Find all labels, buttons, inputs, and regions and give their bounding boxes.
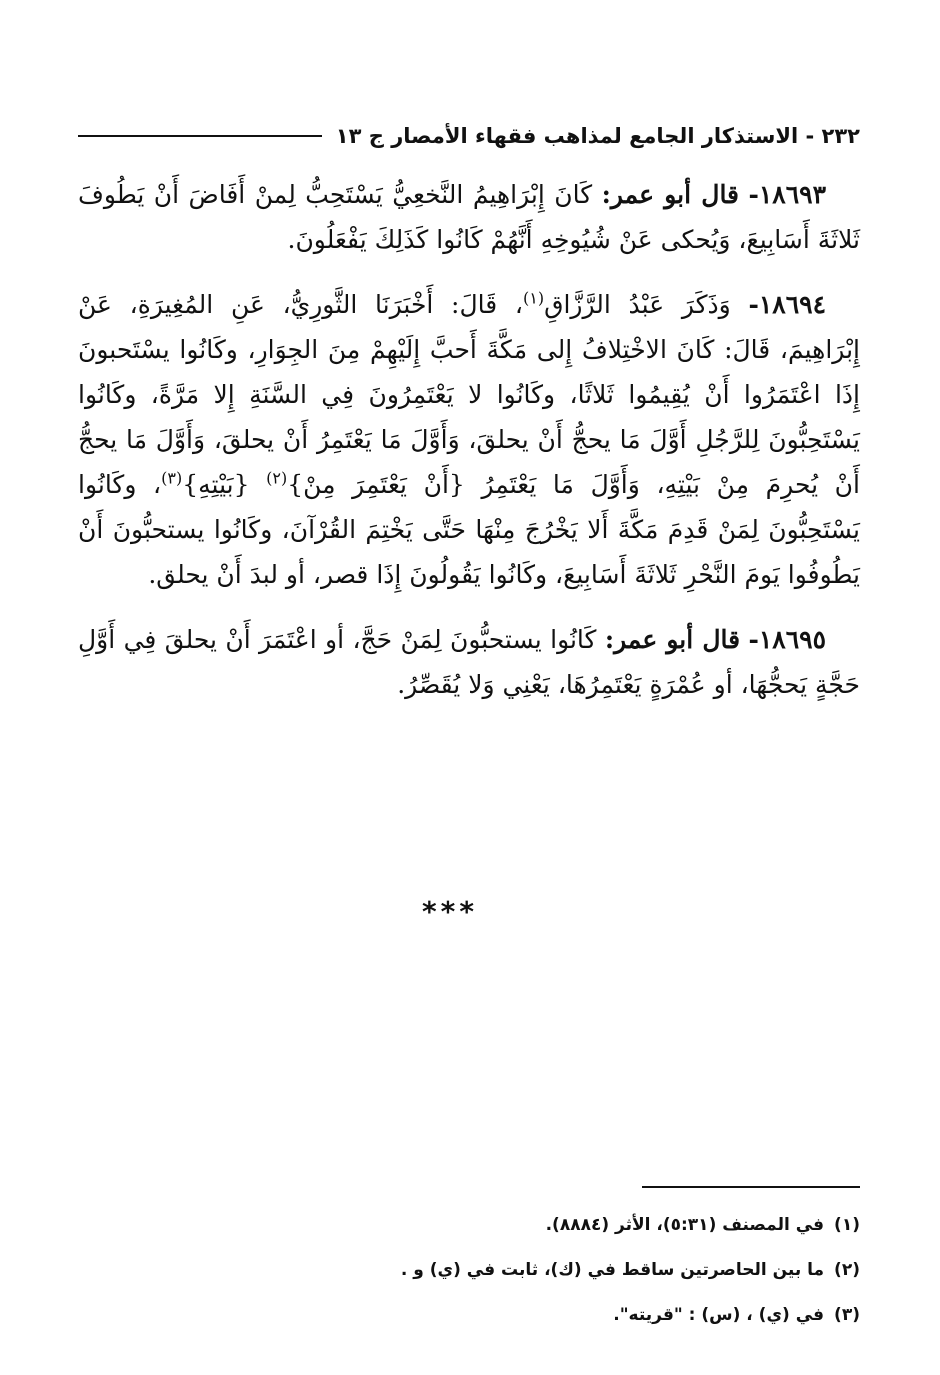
footnote-rule [642,1186,860,1188]
footnote-2 [78,1248,860,1293]
footnote-ref-3[interactable]: (٣) [161,468,183,488]
paragraph-18695 [78,617,860,707]
running-header [78,118,860,154]
paragraph-text: {بَيْتِهِ} [182,470,267,499]
header-rule [78,135,322,137]
paragraph-speaker: قال أبو عمر: [601,180,740,209]
paragraph-text: ، وكَانُوا يَسْتَحِبُّونَ لِمَنْ قَدِمَ مَكَّةَ أَلا يَخْرُجَ مِنْهَا حَتَّى يَخْتِمَ القُرْآنَ، وكَانُوا يستحبُّونَ أَنْ يَطُوفُوا يَومَ النَّحْرِ ثَلاثَةَ أَسَابِيعَ، وكَانُوا يَقُولُونَ إِذَا قصر، أو لبدَ أَنْ يحلق. [78,470,860,589]
footnote-number: (١) [834,1215,860,1235]
paragraph-speaker: قال أبو عمر: [604,625,741,654]
footnote-number: (٢) [834,1260,860,1280]
footnote-1 [78,1203,860,1248]
paragraph-18694 [78,282,860,597]
footnote-number: (٣) [834,1305,860,1325]
header-text: ٢٣٢ - الاستذكار الجامع لمذاهب فقهاء الأمصار ج ١٣ [335,124,860,148]
footnote-ref-1[interactable]: (١) [522,288,545,308]
footnotes [78,1203,860,1338]
paragraph-text: وَذَكَرَ عَبْدُ الرَّزَّاقِ [544,290,731,319]
paragraph-number: ١٨٦٩٣- [748,180,827,209]
paragraph-text: كَانَ إِبْرَاهِيمُ النَّخعِيُّ يَسْتَحِبُّ لِمنْ أَفَاضَ أَنْ يَطُوفَ ثَلاثَةَ أَسَابِيعَ، وَيُحكى عَنْ شُيُوخِهِ أَنَّهُمْ كَانُوا كَذَلِكَ يَفْعَلُونَ. [78,180,860,254]
footnote-text: في المصنف (٥:٣١)، الأثر (٨٨٨٤). [545,1215,825,1235]
paragraph-text: كَانُوا يستحبُّونَ لِمَنْ حَجَّ، أو اعْتَمَرَ أَنْ يحلقَ فِي أَوَّلِ حَجَّةٍ يَحجُّهَا، أو عُمْرَةٍ يَعْتَمِرُهَا، يَعْنِي وَلا يُقَصِّرُ. [78,625,860,699]
paragraph-18693 [78,172,860,262]
main-text [78,172,860,727]
paragraph-number: ١٨٦٩٥- [748,625,826,654]
footnote-text: في (ي) ، (س) : "قريته". [613,1305,825,1325]
paragraph-number: ١٨٦٩٤- [748,290,826,319]
footnote-3 [78,1293,860,1338]
section-separator: *** [422,895,478,928]
footnote-ref-2[interactable]: (٢) [266,468,288,488]
footnote-text: ما بين الحاصرتين ساقط في (ك)، ثابت في (ي) و . [400,1260,825,1280]
paragraph-text: ، قَالَ: أَخْبَرَنَا الثَّورِيُّ، عَنِ المُغِيرَةِ، عَنْ إِبْرَاهِيمَ، قَالَ: كَانَ الاخْتِلافُ إِلى مَكَّةَ أَحبَّ إِلَيْهِمْ مِنَ الجِوَارِ، وكَانُوا يسْتَحبونَ إِذَا اعْتَمَرُوا أَنْ يُقِيمُوا ثَلاثًا، وكَانُوا لا يَعْتَمِرُونَ فِي السَّنَةِ إِلا مَرَّةً، وكَانُوا يَسْتَحِبُّونَ لِلرَّجُلِ أَوَّلَ مَا يحجُّ أَنْ يحلقَ، وَأَوَّلَ مَا يَعْتَمِرُ أَنْ يحلقَ، وَأَوَّلَ مَا يحجُّ أَنْ يُحرِمَ مِنْ بَيْتِهِ، وَأَوَّلَ مَا يَعْتَمِرُ {أَنْ يَعْتَمِرَ مِنْ} [78,290,860,499]
